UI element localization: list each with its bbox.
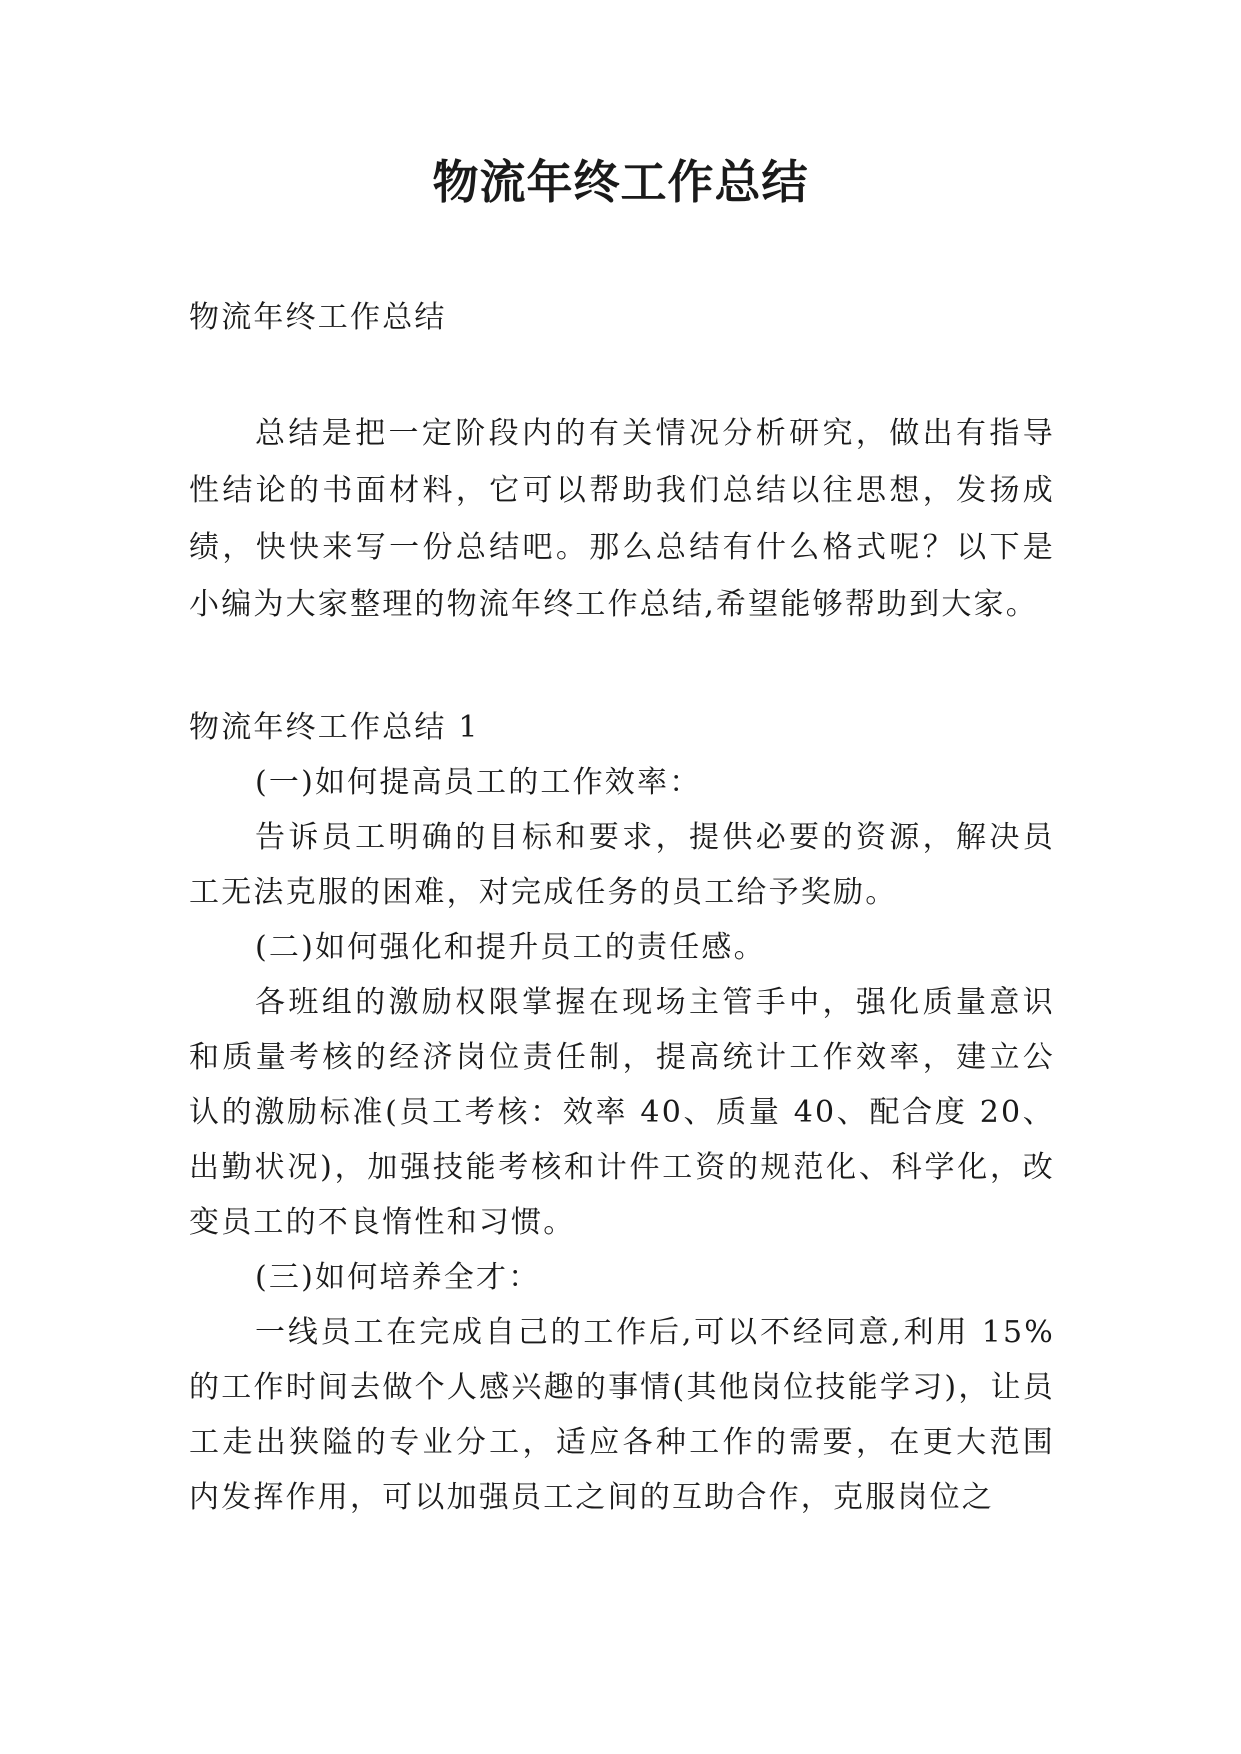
document-subtitle: 物流年终工作总结 [189, 300, 447, 335]
subheading-efficiency: (一)如何提高员工的工作效率： [255, 765, 702, 800]
document-title: 物流年终工作总结 [432, 155, 809, 209]
subheading-responsibility: (二)如何强化和提升员工的责任感。 [255, 930, 766, 965]
paragraph-efficiency: 告诉员工明确的目标和要求，提供必要的资源，解决员工无法克服的困难，对完成任务的员工给予奖励。 [189, 820, 1055, 910]
section-body [189, 755, 1055, 1525]
paragraph-responsibility: 各班组的激励权限掌握在现场主管手中，强化质量意识和质量考核的经济岗位责任制，提高统计工作效率，建立公认的激励标准(员工考核：效率 40、质量 40、配合度 20、出勤状况)，加强技能考核和计件工资的规范化、科学化，改变员工的不良惰性和习惯。 [189, 985, 1055, 1240]
section-heading: 物流年终工作总结 1 [189, 710, 480, 745]
paragraph-talent: 一线员工在完成自己的工作后,可以不经同意,利用 15%的工作时间去做个人感兴趣的事情(其他岗位技能学习)，让员工走出狭隘的专业分工，适应各种工作的需要，在更大范围内发挥作用，可以加强员工之间的互助合作，克服岗位之 [189, 1315, 1055, 1515]
intro-paragraph: 总结是把一定阶段内的有关情况分析研究，做出有指导性结论的书面材料，它可以帮助我们总结以往思想，发扬成绩，快快来写一份总结吧。那么总结有什么格式呢？以下是小编为大家整理的物流年终工作总结,希望能够帮助到大家。 [189, 416, 1055, 622]
subheading-talent: (三)如何培养全才： [255, 1260, 541, 1295]
